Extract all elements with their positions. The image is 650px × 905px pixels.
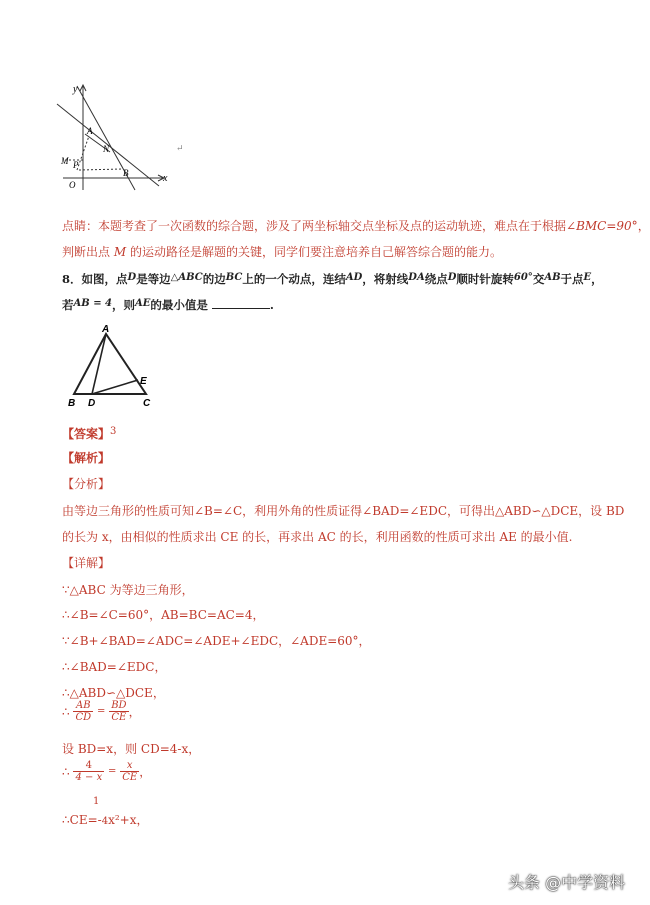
frac-num-ab: AB (76, 700, 91, 711)
step-1: ∵△ABC 为等边三角形， (62, 583, 194, 597)
comment-text-2: 判断出点 (62, 245, 114, 259)
step-9-num: 1 (93, 796, 100, 807)
q-math-d: D (127, 272, 137, 283)
return-mark: ↵ (176, 144, 184, 154)
tri-label-c: C (143, 398, 151, 409)
step-6-end: ， (128, 705, 141, 719)
comment-text-1b: ， (637, 219, 650, 233)
q-text-b: 是等边 (136, 272, 171, 286)
comment-text-2b: 的运动路径是解题的关键，同学们要注意培养自己解答综合题的能力。 (126, 245, 502, 259)
q2-text-c: 的最小值是 (150, 298, 208, 312)
fraction-4-4mx (73, 760, 104, 783)
comment-math-2: M (113, 245, 127, 259)
frac-num-x: x (126, 760, 133, 771)
q2-text-d: . (269, 298, 274, 312)
label-b: B (123, 168, 129, 178)
q-math-tri: △ABC (170, 272, 203, 283)
frac-den-ce2: CE (122, 772, 138, 783)
q-math-e: E (583, 272, 592, 283)
answer-value: 3 (110, 426, 117, 437)
detail-label: 【详解】 (62, 556, 111, 570)
label-a: A (87, 126, 93, 136)
comment-text-1: 点睛：本题考查了一次函数的综合题，涉及了两坐标轴交点坐标及点的运动轨迹，难点在于根据 (62, 219, 567, 233)
q-text-e: ，将射线 (362, 272, 409, 286)
fenxi-line-2: 的长为 x，由相似的性质求出 CE 的长，再求出 AC 的长，利用函数的性质可求出 AE 的最小值. (62, 530, 573, 544)
step-9-den: 4 (101, 816, 109, 827)
frac-num-4: 4 (85, 760, 93, 771)
q-text-a: 8．如图，点 (62, 272, 128, 286)
q-math-ad: AD (345, 272, 363, 283)
tri-label-d: D (88, 398, 96, 409)
label-y: y (73, 84, 78, 95)
step-5: ∴△ABD∽△DCE， (62, 686, 165, 700)
frac-num-bd: BD (111, 700, 127, 711)
question-line-1 (62, 270, 603, 287)
frac-den-4mx: 4 − x (75, 772, 103, 783)
q-text-h: 交 (532, 272, 545, 286)
analysis-label: 【解析】 (62, 451, 111, 465)
q2-math-ab: AB = 4 (73, 298, 113, 309)
fraction-ab-cd (73, 700, 93, 723)
step-6-eq: = (96, 706, 106, 717)
answer-line (62, 424, 116, 442)
step-6-prefix: ∴ (62, 704, 70, 719)
label-x: x (163, 173, 168, 184)
label-n: N (103, 144, 110, 154)
step-8-end: ， (139, 765, 152, 779)
triangle-figure (62, 322, 162, 410)
fraction-bd-ce (109, 700, 128, 723)
q-math-60: 60° (513, 272, 533, 283)
q-text-j: ， (591, 272, 603, 286)
frac-den-ce: CE (109, 711, 128, 723)
fenxi-label: 【分析】 (62, 477, 111, 491)
fraction-x-ce (120, 760, 139, 783)
q-text-g: 顺时针旋转 (456, 272, 514, 286)
comment-line-2 (62, 244, 502, 260)
label-p: P (73, 160, 79, 170)
step-8-prefix: ∴ (62, 764, 70, 779)
q-text-d: 上的一个动点，连结 (242, 272, 346, 286)
q-math-ab: AB (544, 272, 561, 283)
q2-math-ae: AE (135, 298, 151, 309)
tri-label-a: A (102, 324, 110, 335)
segment-de (92, 380, 138, 394)
triangle-abc (74, 334, 146, 394)
step-9-text: ∴CE=- (62, 813, 102, 827)
step-7: 设 BD=x，则 CD=4-x， (62, 742, 201, 756)
watermark: 头条 @中学资料 (508, 873, 626, 892)
answer-blank (212, 298, 270, 309)
answer-label: 【答案】 (62, 427, 111, 441)
segment-ad (92, 334, 106, 394)
step-3: ∵∠B+∠BAD=∠ADC=∠ADE+∠EDC，∠ADE=60°， (62, 634, 371, 648)
q-text-c: 的边 (202, 272, 226, 286)
step-8-eq: = (108, 766, 117, 777)
dashed-pb (79, 169, 123, 170)
coordinate-figure (55, 82, 185, 197)
step-9-rest: x²+x， (108, 813, 149, 827)
label-m: M (61, 156, 69, 166)
comment-math-1: ∠BMC=90° (566, 219, 638, 233)
fenxi-line-1: 由等边三角形的性质可知∠B=∠C，利用外角的性质证得∠BAD=∠EDC，可得出△ABD∽△DCE，设 BD (62, 504, 625, 518)
step-9 (62, 812, 148, 830)
step-2: ∴∠B=∠C=60°，AB=BC=AC=4， (62, 608, 265, 622)
q-text-f: 绕点 (424, 272, 448, 286)
q-math-bc: BC (225, 272, 243, 283)
comment-line-1 (62, 218, 650, 234)
tri-label-b: B (68, 398, 76, 409)
step-4: ∴∠BAD=∠EDC， (62, 660, 167, 674)
q-math-d3: D (447, 272, 457, 283)
frac-den-cd: CD (75, 712, 92, 723)
question-line-2 (62, 296, 274, 313)
q2-text-a: 若 (62, 298, 74, 312)
tri-label-e: E (140, 376, 147, 387)
q-math-da: DA (408, 272, 425, 283)
q2-text-b: ，则 (112, 298, 136, 312)
label-o: O (69, 180, 76, 190)
step-8 (62, 760, 151, 783)
step-6 (62, 700, 141, 723)
q-text-i: 于点 (560, 272, 584, 286)
